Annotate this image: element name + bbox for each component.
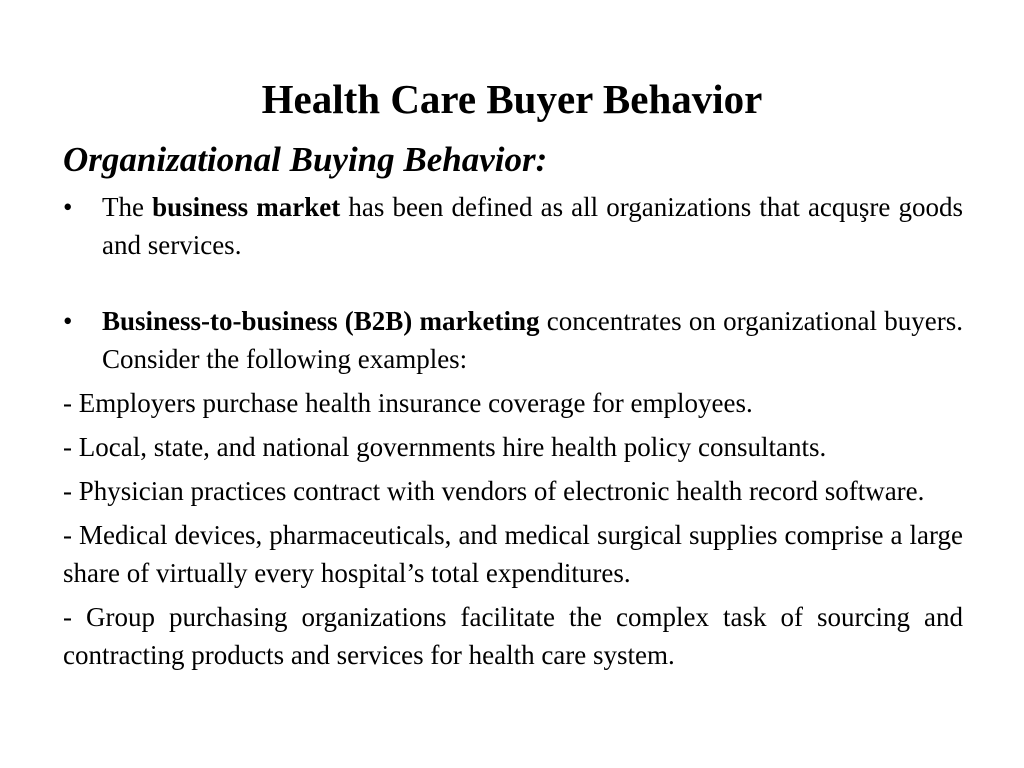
section-subtitle: Organizational Buying Behavior: [63, 140, 548, 179]
bullet-text-post: has been defined as all organizations that acquşre goods and services. [102, 192, 964, 260]
slide-body [63, 140, 963, 674]
bullet-text-post: concentrates on organizational buyers. Consider the following examples: [102, 306, 963, 374]
bullet-item-b2b [63, 302, 963, 378]
example-item-employers: - Employers purchase health insurance coverage for employees. [63, 388, 753, 418]
example-item-group-purchasing: - Group purchasing organizations facilitate the complex task of sourcing and contracting products and services for health care system. [63, 602, 963, 670]
bullet-text-bold: Business-to-business (B2B) marketing [102, 306, 540, 336]
example-item-physician-practices: - Physician practices contract with vendors of electronic health record software. [63, 476, 925, 506]
bullet-item-business-market [63, 188, 963, 264]
example-item-governments: - Local, state, and national governments hire health policy consultants. [63, 432, 827, 462]
example-item-medical-devices: - Medical devices, pharmaceuticals, and medical surgical supplies comprise a large share of virtually every hospital’s total expenditures. [63, 520, 963, 588]
bullet-icon: • [63, 306, 73, 336]
bullet-text-bold: business market [152, 192, 341, 222]
bullet-icon: • [63, 192, 73, 222]
bullet-text-pre: The [102, 192, 153, 222]
slide-title: Health Care Buyer Behavior [261, 76, 763, 122]
